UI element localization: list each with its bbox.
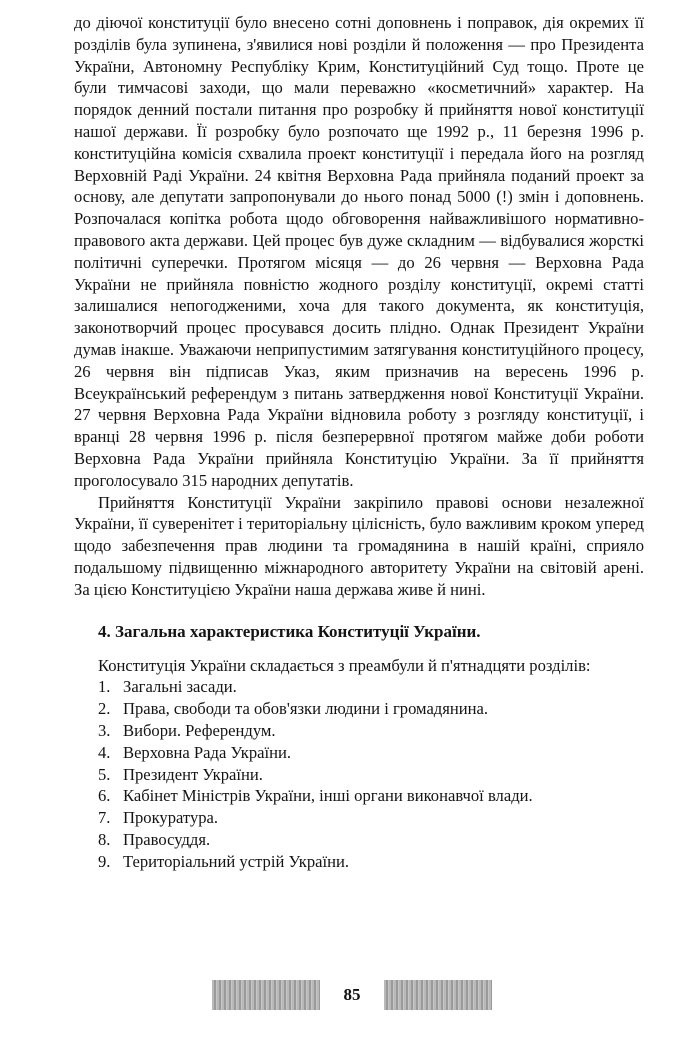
list-item xyxy=(74,720,644,742)
list-item xyxy=(74,676,644,698)
list-item xyxy=(74,764,644,786)
list-item xyxy=(74,698,644,720)
book-page xyxy=(74,12,644,872)
list-item-text: Вибори. Референдум. xyxy=(123,720,276,740)
list-item-number: 6. xyxy=(98,786,111,806)
list-item xyxy=(74,785,644,807)
list-item xyxy=(74,851,644,873)
list-item-text: Кабінет Міністрів України, інші органи виконавчої влади. xyxy=(123,786,533,806)
list-item xyxy=(74,829,644,851)
list-item-text: Президент України. xyxy=(123,764,263,784)
page-footer xyxy=(212,980,492,1010)
page-number: 85 xyxy=(343,985,361,1004)
footer-decoration-left xyxy=(212,980,320,1010)
section-heading: 4. Загальна характеристика Конституції України. xyxy=(98,621,481,641)
list-item-number: 8. xyxy=(98,829,111,849)
list-item-text: Територіальний устрій України. xyxy=(123,851,350,871)
list-item xyxy=(74,807,644,829)
list-item-text: Загальні засади. xyxy=(123,677,237,697)
list-item-number: 9. xyxy=(98,851,111,871)
list-item-number: 4. xyxy=(98,742,111,762)
list-item-number: 1. xyxy=(98,677,111,697)
list-item-number: 3. xyxy=(98,720,111,740)
list-item-number: 2. xyxy=(98,699,111,719)
list-item-text: Права, свободи та обов'язки людини і громадянина. xyxy=(123,699,489,719)
list-item-text: Правосуддя. xyxy=(123,829,211,849)
list-item-number: 5. xyxy=(98,764,111,784)
footer-decoration-right xyxy=(384,980,492,1010)
paragraph-constitution-significance: Прийняття Конституції України закріпило правові основи незалежної України, її суверенітет і територіальну цілісність, було важливим кроком уперед щодо забезпечення прав людини та громадянина в нашій країні, сприяло подальшому підвищенню міжнародного авторитету України на світовій арені. За цією Конституцією України наша держава живе й нині. xyxy=(74,492,644,599)
chapter-list xyxy=(74,676,644,872)
list-item-text: Прокуратура. xyxy=(123,808,219,828)
section-intro: Конституція України складається з преамбули й п'ятнадцяти розділів: xyxy=(98,655,591,675)
list-item-text: Верховна Рада України. xyxy=(123,742,292,762)
paragraph-constitution-history: до діючої конституції було внесено сотні доповнень і поправок, дія окремих її розділів була зупинена, з'явилися нові розділи й положення — про Президента України, Автономну Республіку Крим, Конституційний Суд тощо. Проте це були тимчасові заходи, що мали переважно «косметичний» характер. На порядок денний постали питання про розробку й прийняття нової конституції нашої держави. Її розробку було розпочато ще 1992 р., 11 березня 1996 р. конституційна комісія схвалила проект конституції і передала його на розгляд Верховній Раді України. 24 квітня Верховна Рада прийняла поданий проект за основу, але депутати запропонували до нього понад 5000 (!) змін і доповнень. Розпочалася копітка робота щодо обговорення найважливішого нормативно-правового акта держави. Цей процес був дуже складним — відбувалися жорсткі політичні суперечки. Протягом місяця — до 26 червня — Верховна Рада України не прийняла повністю жодного розділу конституції, окремі статті залишалися непогодженими, хоча для такого документа, як конституція, законотворчий процес просувався досить плідно. Однак Президент України думав інакше. Уважаючи неприпустимим затягування конституційного процесу, 26 червня він підписав Указ, яким призначив на вересень 1996 р. Всеукраїнський референдум з питань затвердження нової Конституції України. 27 червня Верховна Рада України відновила роботу з розгляду конституції, і вранці 28 червня 1996 р. після безперервної протягом майже доби роботи Верховна Рада України прийняла Конституцію України. За її прийняття проголосувало 315 народних депутатів. xyxy=(74,13,644,490)
list-item xyxy=(74,742,644,764)
list-item-number: 7. xyxy=(98,808,111,828)
